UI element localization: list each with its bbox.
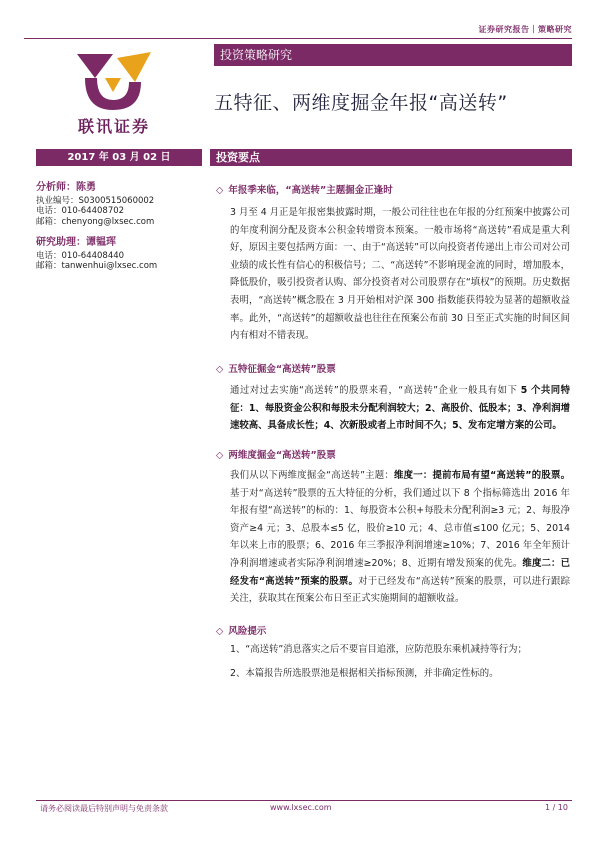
assistant-heading: 研究助理：谭韫珲 xyxy=(36,237,116,248)
logo-text: 联讯证券 xyxy=(77,117,150,136)
section-3-bold-a: 维度一：提前布局有望“高送转”的股票。 xyxy=(394,470,571,481)
report-date: 2017 年 03 月 02 日 xyxy=(36,149,202,166)
assistant-phone: 电话：010-64408440 xyxy=(36,250,125,261)
section-heading-1 xyxy=(216,182,393,196)
section-bar-key-points: 投资要点 xyxy=(210,149,572,166)
section-3-bold-b: 维度二：已经发布“高送转”预案的股票。 xyxy=(230,557,570,587)
section-heading-4 xyxy=(216,623,266,637)
footer-page-number: 1 / 10 xyxy=(544,803,568,812)
section-heading-text: 风险提示 xyxy=(228,626,267,637)
analyst-email[interactable]: 邮箱：chenyong@lxsec.com xyxy=(36,216,155,227)
footer-divider xyxy=(36,800,572,801)
analyst-heading: 分析师：陈勇 xyxy=(36,182,96,193)
report-title: 五特征、两维度掘金年报“高送转” xyxy=(214,92,508,114)
section-heading-text: 年报季来临，“高送转”主题掘金正逢时 xyxy=(228,185,393,196)
section-heading-text: 五特征掘金“高送转”股票 xyxy=(228,364,336,375)
category-bar: 投资策略研究 xyxy=(214,44,572,66)
risk-item-2: 2、本篇报告所选股票池是根据相关指标预测，并非确定性标的。 xyxy=(230,668,499,679)
analyst-license: 执业编号：S0300515060002 xyxy=(36,195,155,206)
diamond-bullet-icon: ◇ xyxy=(216,450,224,461)
header-divider xyxy=(24,38,572,39)
footer-website[interactable]: www.lxsec.com xyxy=(270,803,332,812)
analyst-block xyxy=(36,183,202,227)
risk-item-1: 1、“高送转”消息落实之后不要盲目追涨，应防范股东乘机减持等行为； xyxy=(230,644,527,655)
diamond-bullet-icon: ◇ xyxy=(216,185,224,196)
assistant-email[interactable]: 邮箱：tanwenhui@lxsec.com xyxy=(36,261,158,271)
section-2-bold-text: 5 个共同特征：1、每股资金公积和每股未分配利润较大；2、高股价、低股本；3、净利润增速较高、具备成长性；4、次新股或者上市时间不久；5、发布定增方案的公司。 xyxy=(230,385,570,432)
report-type-label: 证券研究报告｜策略研究 xyxy=(478,25,572,34)
section-heading-2 xyxy=(216,361,336,375)
section-3-text-c: 对于已经发布“高送转”预案的股票，可以进行跟踪关注，获取其在预案公布日至正式实施期间的超额收益。 xyxy=(230,575,571,605)
analyst-phone: 电话：010-64408702 xyxy=(36,206,125,216)
section-heading-text: 两维度掘金“高送转”股票 xyxy=(228,450,336,461)
section-3-text-b: 基于对“高送转”股票的五大特征的分析，我们通过以下 8 个指标筛选出 2016 年年报有望“高送转”的标的：1、每股资本公积+每股未分配利润≥3 元；2、每股净资产≥4 元；3、总股本≤5 亿，股价≥10 元；4、总市值≤100 亿元；5、2014 年以来上市的股票；6、2016 年三季报净利润增速≥10%；7、2016 年全年预计净利润增速或者实际净利润增速≥20%；8、近期有增发预案的优先。 xyxy=(230,487,570,569)
section-3-text-a: 我们从以下两维度掘金“高送转”主题： xyxy=(230,470,395,481)
section-heading-3 xyxy=(216,447,336,461)
section-2-text: 通过对过去实施“高送转”的股票来看，“高送转”企业一般具有如下 xyxy=(230,385,521,396)
footer-disclaimer[interactable]: 请务必阅读最后特别声明与免责条款 xyxy=(40,804,168,813)
section-2-paragraph xyxy=(230,382,570,435)
section-3-paragraph xyxy=(230,467,570,608)
diamond-bullet-icon: ◇ xyxy=(216,626,224,637)
diamond-bullet-icon: ◇ xyxy=(216,364,224,375)
assistant-block xyxy=(36,238,202,272)
section-1-paragraph: 3 月至 4 月正是年报密集披露时期，一般公司往往也在年报的分红预案中披露公司的年度利润分配及资本公积金转增资本预案。一般市场将“高送转”看成是重大利好，原因主要包括两方面：一、由于“高送转”可以向投资者传递出上市公司对公司业绩的成长性有信心的积极信号；二、“高送转”不影响现金流的同时，增加股本，降低股价，吸引投资者认购、部分投资者对公司股票存在“填权”的预期。历史数据表明，“高送转”概念股在 3 月开始相对沪深 300 指数能获得较为显著的超额收益率。此外，“高送转”的超额收益也往往在预案公布前 30 日至正式实施的时间区间内有相对不错表现。 xyxy=(230,207,570,342)
